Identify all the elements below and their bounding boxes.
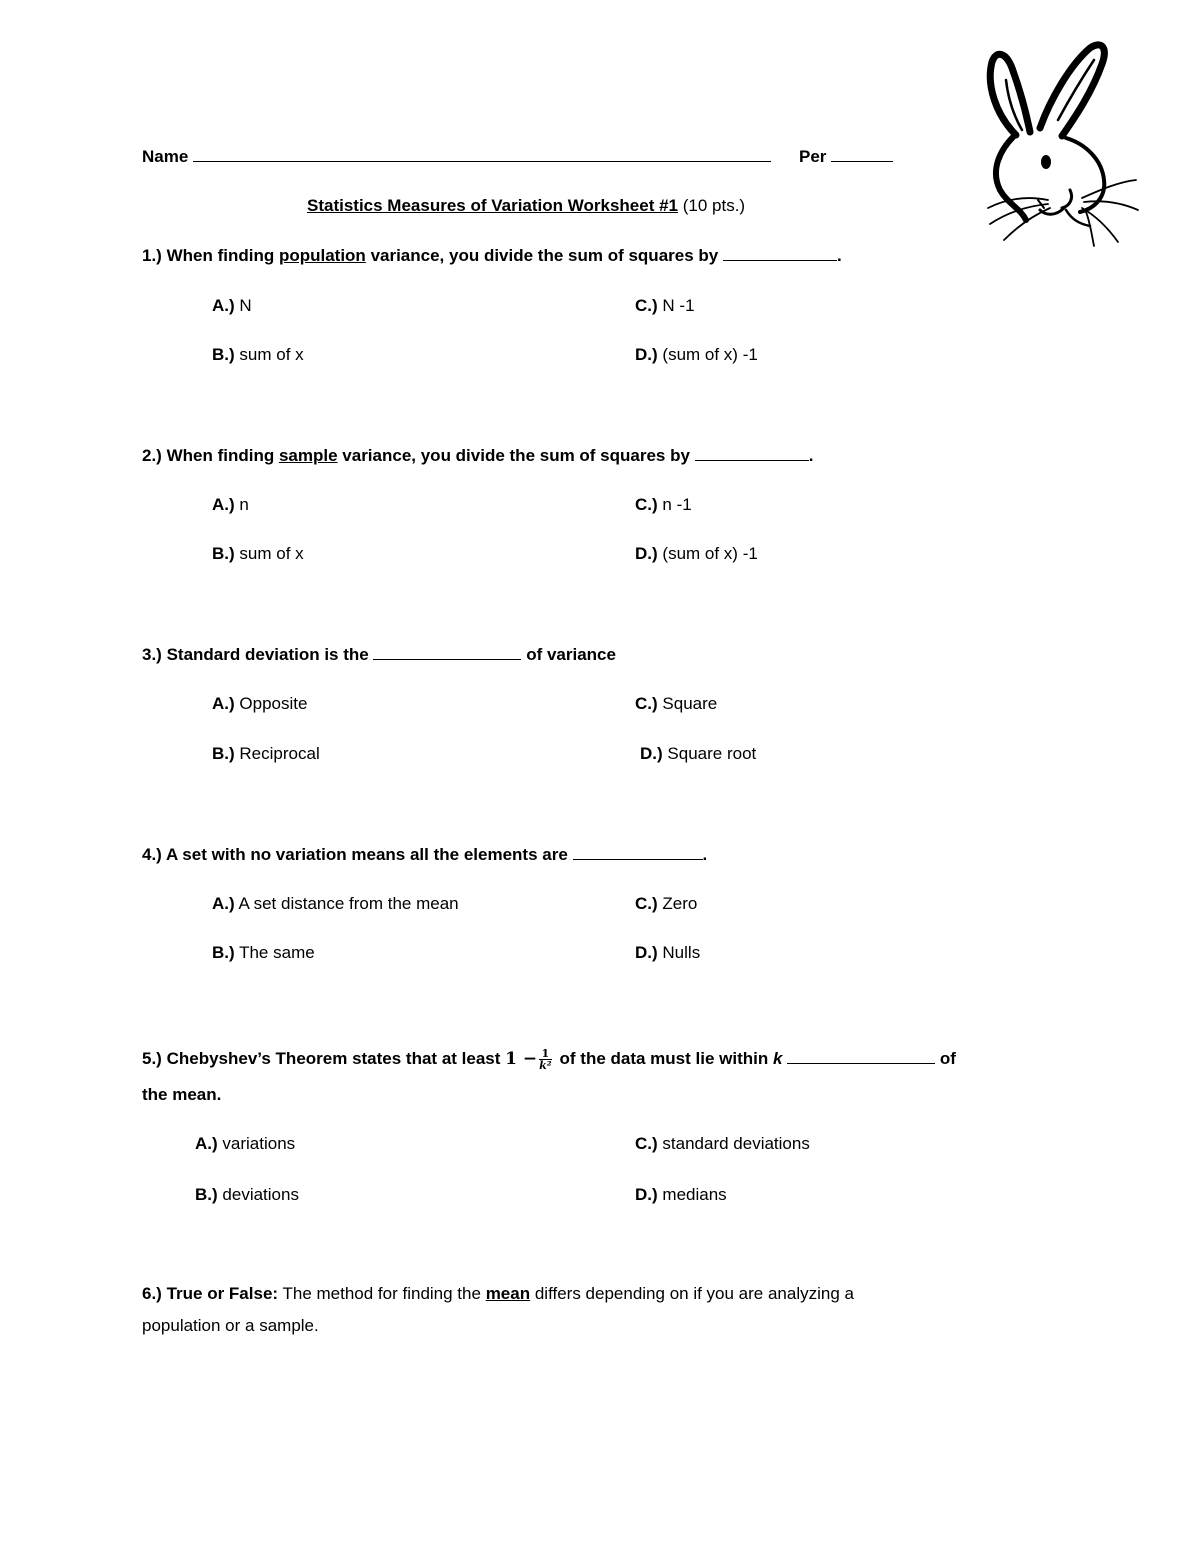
q4-option-d[interactable] xyxy=(635,943,700,963)
q3-post: of variance xyxy=(526,645,616,664)
q1-post: variance, you divide the sum of squares by xyxy=(370,246,719,265)
q5-option-text: standard deviations xyxy=(662,1134,810,1153)
q3-number: 3.) xyxy=(142,645,162,664)
q6-pre: The method for finding the xyxy=(282,1284,481,1303)
q2-keyword: sample xyxy=(278,446,338,465)
q1-end: . xyxy=(836,246,842,265)
q5-option-a[interactable] xyxy=(195,1134,295,1154)
q3-option-text: Opposite xyxy=(239,694,308,713)
q2-option-letter: C.) xyxy=(635,495,658,514)
name-line xyxy=(142,146,771,167)
q3-option-d[interactable] xyxy=(640,744,756,764)
q2-option-c[interactable] xyxy=(635,495,692,515)
q1-keyword: population xyxy=(278,246,366,265)
q1-option-a[interactable] xyxy=(212,296,252,316)
q2-post: variance, you divide the sum of squares by xyxy=(342,446,690,465)
q4-option-text: The same xyxy=(239,943,315,962)
q1-number: 1.) xyxy=(142,246,162,265)
q2-option-text: n xyxy=(239,495,249,514)
question-2 xyxy=(142,445,813,466)
q5-option-text: deviations xyxy=(222,1185,299,1204)
question-5 xyxy=(142,1044,956,1074)
q5-formula xyxy=(505,1047,559,1072)
q1-option-letter: D.) xyxy=(635,345,658,364)
q2-option-text: n -1 xyxy=(662,495,692,514)
q6-keyword: mean xyxy=(485,1284,531,1303)
q4-pre: A set with no variation means all the elements are xyxy=(165,845,568,864)
q5-fraction-numerator: 1 xyxy=(539,1048,551,1060)
q6-line2: population or a sample. xyxy=(142,1316,319,1335)
q5-option-letter: A.) xyxy=(195,1134,218,1153)
q6-number: 6.) xyxy=(142,1284,162,1303)
q4-option-b[interactable] xyxy=(212,943,315,963)
q5-option-letter: B.) xyxy=(195,1185,218,1204)
question-4 xyxy=(142,844,707,865)
q4-option-letter: C.) xyxy=(635,894,658,913)
q5-option-b[interactable] xyxy=(195,1185,299,1205)
q1-option-text: sum of x xyxy=(239,345,304,364)
q2-pre: When finding xyxy=(166,446,275,465)
q5-formula-lead: 1 − xyxy=(505,1049,538,1069)
per-label: Per xyxy=(799,147,827,166)
q4-blank[interactable] xyxy=(573,844,703,860)
q4-option-letter: B.) xyxy=(212,943,235,962)
q3-option-a[interactable] xyxy=(212,694,307,714)
q3-option-b[interactable] xyxy=(212,744,320,764)
q2-number: 2.) xyxy=(142,446,162,465)
q4-option-c[interactable] xyxy=(635,894,697,914)
q6-post: differs depending on if you are analyzing a xyxy=(534,1284,854,1303)
question-1 xyxy=(142,245,842,266)
q5-pre: Chebyshev’s Theorem states that at least xyxy=(166,1049,501,1068)
q3-option-text: Reciprocal xyxy=(239,744,320,763)
q2-option-a[interactable] xyxy=(212,495,249,515)
q1-option-d[interactable] xyxy=(635,345,758,365)
rabbit-illustration xyxy=(978,40,1143,250)
q3-option-letter: C.) xyxy=(635,694,658,713)
q3-blank[interactable] xyxy=(373,644,521,660)
q5-option-text: variations xyxy=(222,1134,296,1153)
q5-mid: of the data must lie within xyxy=(559,1049,769,1068)
q4-option-a[interactable] xyxy=(212,894,459,914)
q3-option-text: Square root xyxy=(667,744,757,763)
per-line xyxy=(799,146,893,167)
q4-option-text: A set distance from the mean xyxy=(238,894,459,913)
q3-option-text: Square xyxy=(662,694,718,713)
question-6 xyxy=(142,1284,854,1304)
question-3 xyxy=(142,644,616,665)
q2-option-letter: A.) xyxy=(212,495,235,514)
q3-pre: Standard deviation is the xyxy=(166,645,369,664)
worksheet-title: Statistics Measures of Variation Worksheet #1 xyxy=(307,196,678,215)
q5-fraction xyxy=(539,1048,551,1071)
name-blank[interactable] xyxy=(193,146,771,162)
q5-option-d[interactable] xyxy=(635,1185,727,1205)
q4-option-letter: A.) xyxy=(212,894,235,913)
q2-option-d[interactable] xyxy=(635,544,758,564)
q5-number: 5.) xyxy=(142,1049,162,1068)
q2-option-letter: B.) xyxy=(212,544,235,563)
points-label: (10 pts.) xyxy=(682,196,746,215)
q4-option-text: Nulls xyxy=(662,943,701,962)
name-label: Name xyxy=(142,147,189,166)
q1-option-c[interactable] xyxy=(635,296,695,316)
q4-end: . xyxy=(702,845,708,864)
q1-option-letter: C.) xyxy=(635,296,658,315)
q5-k: k xyxy=(772,1049,783,1068)
q5-post: of xyxy=(939,1049,956,1068)
q5-option-letter: C.) xyxy=(635,1134,658,1153)
q4-number: 4.) xyxy=(142,845,162,864)
q1-option-letter: A.) xyxy=(212,296,235,315)
q1-pre: When finding xyxy=(166,246,275,265)
q3-option-c[interactable] xyxy=(635,694,717,714)
q5-option-letter: D.) xyxy=(635,1185,658,1204)
q3-option-letter: B.) xyxy=(212,744,235,763)
q2-option-b[interactable] xyxy=(212,544,304,564)
q3-option-letter: D.) xyxy=(640,744,663,763)
q4-option-letter: D.) xyxy=(635,943,658,962)
per-blank[interactable] xyxy=(831,146,893,162)
q1-option-text: N -1 xyxy=(662,296,695,315)
q5-option-text: medians xyxy=(662,1185,727,1204)
q5-line2: the mean. xyxy=(142,1085,222,1104)
q2-option-text: (sum of x) -1 xyxy=(662,544,758,563)
q6-label: True or False: xyxy=(166,1284,279,1303)
q5-option-c[interactable] xyxy=(635,1134,810,1154)
q2-option-text: sum of x xyxy=(239,544,304,563)
q2-option-letter: D.) xyxy=(635,544,658,563)
q2-blank[interactable] xyxy=(695,445,809,461)
q5-fraction-denominator: k² xyxy=(539,1059,552,1072)
q4-option-text: Zero xyxy=(662,894,698,913)
q3-option-letter: A.) xyxy=(212,694,235,713)
q1-option-text: (sum of x) -1 xyxy=(662,345,758,364)
q1-blank[interactable] xyxy=(723,245,837,261)
q5-blank[interactable] xyxy=(787,1048,935,1064)
q2-end: . xyxy=(808,446,814,465)
q1-option-text: N xyxy=(239,296,252,315)
q1-option-letter: B.) xyxy=(212,345,235,364)
q1-option-b[interactable] xyxy=(212,345,304,365)
page-title xyxy=(307,196,745,216)
